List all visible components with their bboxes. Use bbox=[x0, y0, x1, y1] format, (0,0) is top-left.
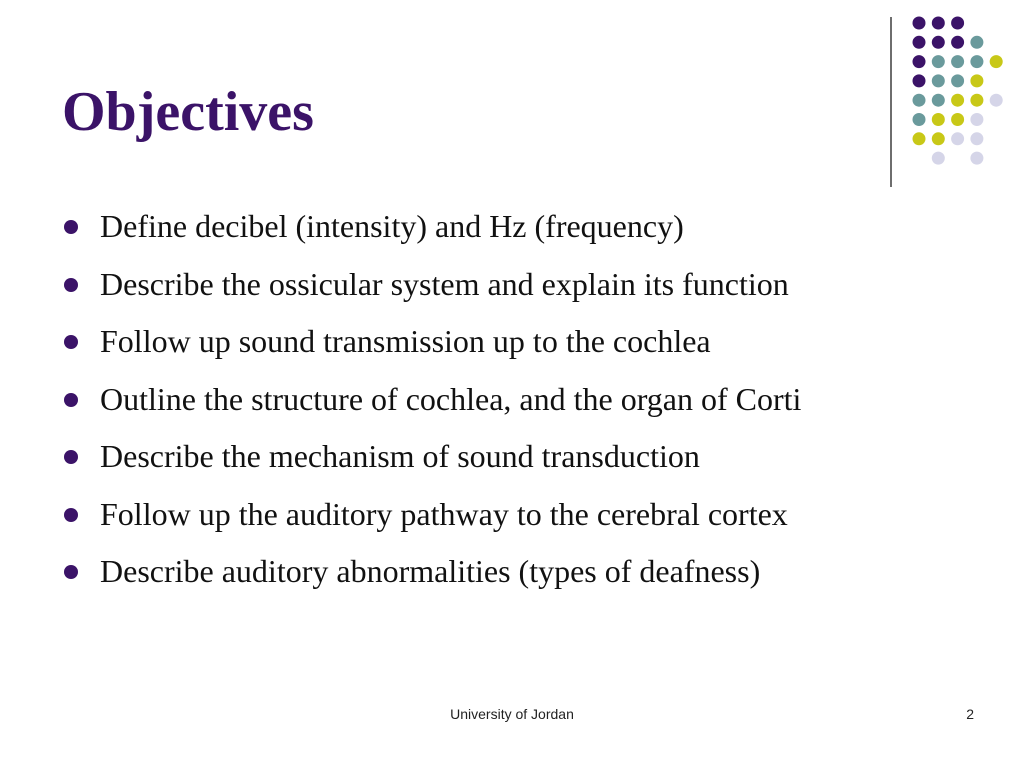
list-item bbox=[62, 371, 801, 429]
decorative-dot bbox=[932, 152, 945, 165]
decorative-dot bbox=[951, 36, 964, 49]
footer-institution: University of Jordan bbox=[450, 706, 574, 722]
list-item bbox=[62, 313, 801, 371]
decorative-dot bbox=[970, 36, 983, 49]
decorative-dot bbox=[913, 17, 926, 30]
decorative-dot bbox=[932, 132, 945, 145]
decorative-dot bbox=[913, 36, 926, 49]
list-item-text: Outline the structure of cochlea, and the organ of Corti bbox=[100, 380, 802, 417]
slide-title: Objectives bbox=[62, 81, 314, 143]
decorative-dot bbox=[932, 55, 945, 68]
decorative-dot bbox=[913, 74, 926, 87]
bullet-icon bbox=[64, 450, 78, 464]
decorative-dot bbox=[913, 94, 926, 107]
decorative-dot bbox=[913, 132, 926, 145]
decorative-dot bbox=[970, 55, 983, 68]
list-item-text: Define decibel (intensity) and Hz (frequency) bbox=[100, 208, 684, 244]
decorative-dot bbox=[951, 113, 964, 126]
bullet-icon bbox=[64, 508, 78, 522]
bullet-icon bbox=[64, 335, 78, 349]
decorative-dot bbox=[970, 113, 983, 126]
objectives-list bbox=[62, 198, 801, 601]
list-item-text: Follow up the auditory pathway to the cerebral cortex bbox=[100, 495, 788, 532]
decorative-dot bbox=[913, 55, 926, 68]
decorative-dot bbox=[951, 55, 964, 68]
list-item bbox=[62, 428, 801, 486]
decorative-dot bbox=[951, 94, 964, 107]
decorative-dot bbox=[990, 55, 1003, 68]
decorative-dot bbox=[970, 74, 983, 87]
list-item-text: Describe auditory abnormalities (types of deafness) bbox=[100, 553, 761, 589]
decorative-dot bbox=[990, 94, 1003, 107]
list-item bbox=[62, 486, 801, 544]
list-item bbox=[62, 256, 801, 314]
page-number: 2 bbox=[966, 706, 974, 722]
list-item-text: Describe the ossicular system and explain its function bbox=[100, 265, 789, 302]
decorative-dot bbox=[951, 17, 964, 30]
decorative-dot bbox=[913, 113, 926, 126]
decorative-dot bbox=[932, 17, 945, 30]
list-item bbox=[62, 198, 801, 256]
bullet-icon bbox=[64, 393, 78, 407]
bullet-icon bbox=[64, 565, 78, 579]
decorative-divider-line bbox=[890, 17, 892, 187]
list-item-text: Follow up sound transmission up to the cochlea bbox=[100, 323, 711, 359]
decorative-dot bbox=[951, 132, 964, 145]
bullet-icon bbox=[64, 278, 78, 292]
decorative-dot bbox=[932, 113, 945, 126]
list-item bbox=[62, 543, 801, 601]
decorative-dot bbox=[970, 94, 983, 107]
decorative-dot bbox=[970, 132, 983, 145]
decorative-dot bbox=[951, 74, 964, 87]
list-item-text: Describe the mechanism of sound transduction bbox=[100, 438, 700, 474]
decorative-dot bbox=[932, 36, 945, 49]
decorative-dot bbox=[970, 152, 983, 165]
bullet-icon bbox=[64, 220, 78, 234]
decorative-dot bbox=[932, 94, 945, 107]
decorative-dot bbox=[932, 74, 945, 87]
